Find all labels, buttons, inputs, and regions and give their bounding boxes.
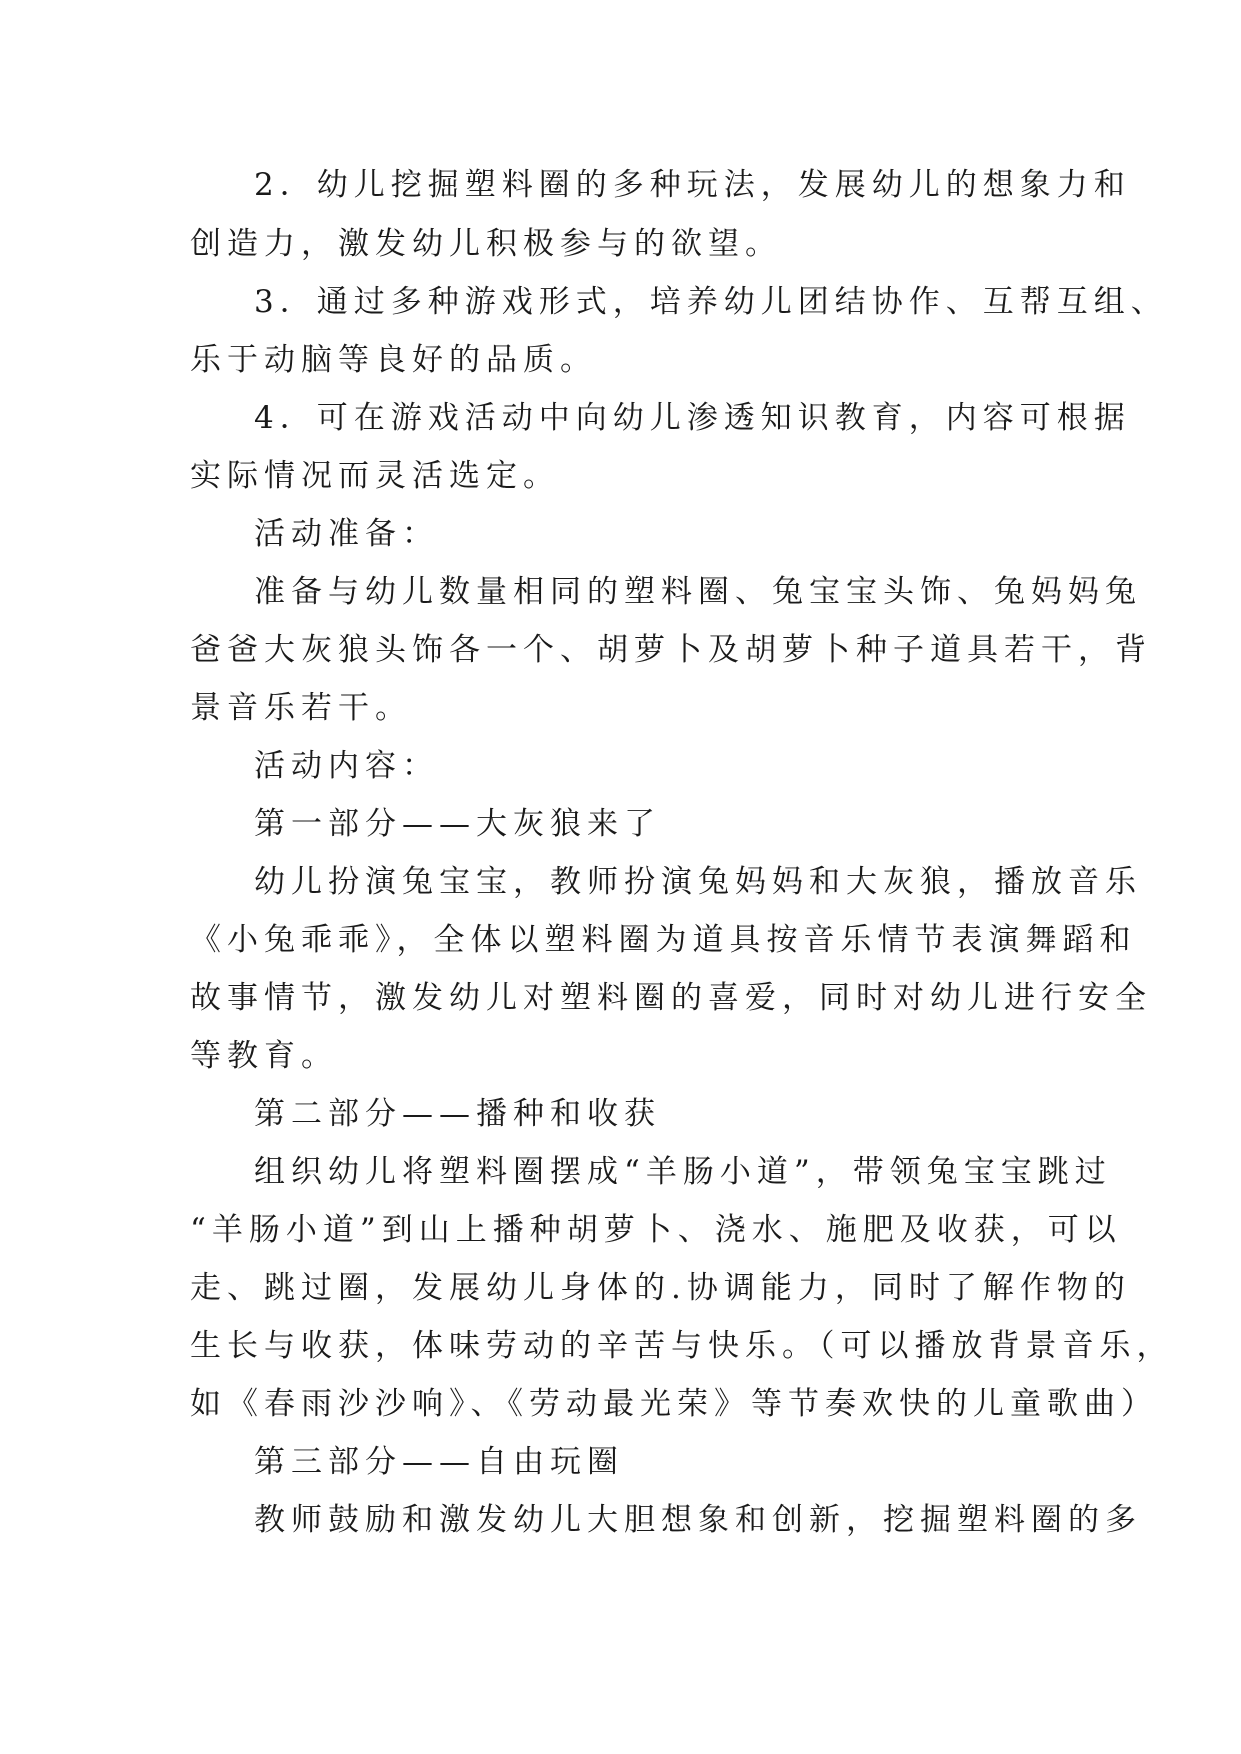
part-heading: 第二部分——播种和收获 bbox=[254, 1096, 661, 1132]
section-heading: 活动内容： bbox=[254, 748, 439, 784]
paragraph-line: 教师鼓励和激发幼儿大胆想象和创新，挖掘塑料圈的多 bbox=[254, 1502, 1142, 1538]
paragraph-line: 景音乐若干。 bbox=[190, 690, 412, 726]
paragraph-line: 创造力，激发幼儿积极参与的欲望。 bbox=[190, 226, 782, 262]
part-heading: 第一部分——大灰狼来了 bbox=[254, 806, 661, 842]
paragraph-line: 实际情况而灵活选定。 bbox=[190, 458, 560, 494]
paragraph-line: 《小兔乖乖》，全体以塑料圈为道具按音乐情节表演舞蹈和 bbox=[190, 922, 1137, 958]
paragraph-line: 爸爸大灰狼头饰各一个、胡萝卜及胡萝卜种子道具若干，背 bbox=[190, 632, 1152, 668]
paragraph-line: 故事情节，激发幼儿对塑料圈的喜爱，同时对幼儿进行安全 bbox=[190, 980, 1152, 1016]
paragraph-line: 如《春雨沙沙响》、《劳动最光荣》等节奏欢快的儿童歌曲） bbox=[190, 1386, 1158, 1422]
paragraph-line: 准备与幼儿数量相同的塑料圈、兔宝宝头饰、兔妈妈兔 bbox=[254, 574, 1142, 610]
paragraph-line: 走、跳过圈，发展幼儿身体的.协调能力，同时了解作物的 bbox=[190, 1270, 1131, 1306]
paragraph-line: 2．幼儿挖掘塑料圈的多种玩法，发展幼儿的想象力和 bbox=[254, 167, 1131, 203]
paragraph-line: 幼儿扮演兔宝宝，教师扮演兔妈妈和大灰狼，播放音乐 bbox=[254, 864, 1142, 900]
part-heading: 第三部分——自由玩圈 bbox=[254, 1444, 624, 1480]
paragraph-line: 3．通过多种游戏形式，培养幼儿团结协作、互帮互组、 bbox=[254, 284, 1168, 320]
paragraph-line: 乐于动脑等良好的品质。 bbox=[190, 342, 597, 378]
paragraph-line: 等教育。 bbox=[190, 1038, 338, 1074]
paragraph-line: 4．可在游戏活动中向幼儿渗透知识教育，内容可根据 bbox=[254, 400, 1131, 436]
section-heading: 活动准备： bbox=[254, 516, 439, 552]
paragraph-line: 生长与收获，体味劳动的辛苦与快乐。（可以播放背景音乐， bbox=[190, 1328, 1174, 1364]
paragraph-line: 组织幼儿将塑料圈摆成“羊肠小道”，带领兔宝宝跳过 bbox=[254, 1154, 1112, 1190]
paragraph-line: “羊肠小道”到山上播种胡萝卜、浇水、施肥及收获，可以 bbox=[190, 1212, 1122, 1248]
